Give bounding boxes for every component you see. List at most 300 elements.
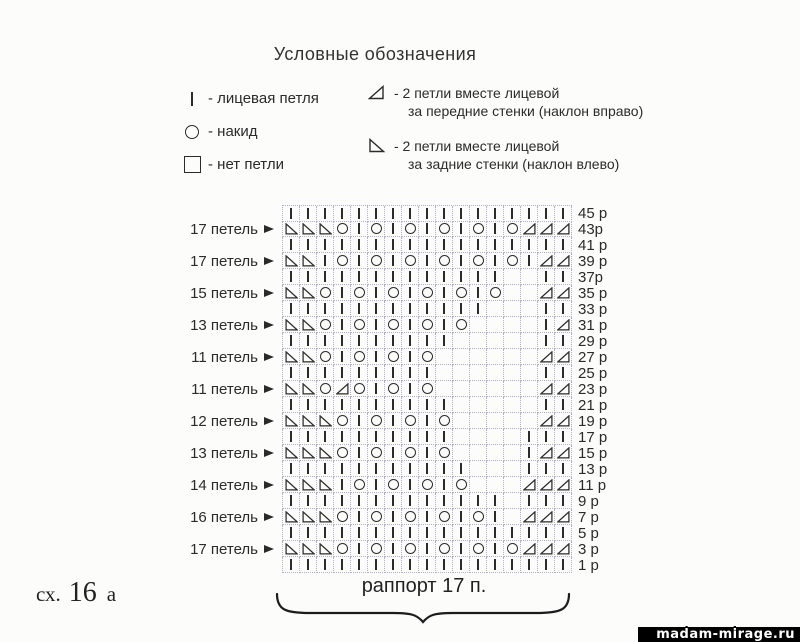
- no-stitch-cell: [436, 349, 453, 365]
- knit-stitch-cell: [317, 397, 334, 413]
- knit-stitch-symbol: [358, 527, 360, 538]
- knit-stitch-symbol: [392, 239, 394, 250]
- no-stitch-cell: [487, 461, 504, 477]
- knit-stitch-symbol: [528, 463, 530, 474]
- legend-title: Условные обозначения: [273, 44, 477, 64]
- knit-stitch-symbol: [324, 208, 326, 219]
- dec-left-symbol: [302, 415, 315, 427]
- knit-stitch-cell: [317, 461, 334, 477]
- knit-stitch-cell: [487, 253, 504, 269]
- legend-left-column: [176, 82, 319, 181]
- dec-left-symbol: [319, 447, 332, 459]
- row-number-label: 9 р: [578, 492, 599, 510]
- knit-stitch-symbol: [562, 271, 564, 282]
- knit-stitch-cell: [555, 206, 572, 222]
- chart-row-cells: [282, 237, 572, 253]
- yarn-over-cell: [436, 413, 453, 429]
- dec-right-cell: [555, 221, 572, 237]
- chart-row: [148, 237, 607, 253]
- yarn-over-symbol: [371, 511, 382, 522]
- yarn-over-symbol: [473, 543, 484, 554]
- yarn-over-cell: [334, 221, 351, 237]
- yarn-over-cell: [385, 317, 402, 333]
- legend-item-dec-left: [368, 137, 643, 173]
- knit-stitch-cell: [385, 397, 402, 413]
- no-stitch-cell: [470, 477, 487, 493]
- row-pointer-arrow-icon: [264, 545, 282, 553]
- knit-stitch-symbol: [494, 255, 496, 266]
- knit-stitch-symbol: [341, 239, 343, 250]
- row-pointer-arrow-icon: [264, 353, 282, 361]
- knit-stitch-cell: [351, 429, 368, 445]
- yarn-over-cell: [385, 285, 402, 301]
- knit-stitch-symbol: [375, 463, 377, 474]
- knit-stitch-symbol: [375, 319, 377, 330]
- knit-stitch-cell: [538, 317, 555, 333]
- legend-label: - лицевая петля: [208, 90, 319, 107]
- yarn-over-cell: [351, 285, 368, 301]
- knit-stitch-symbol: [409, 335, 411, 346]
- chart-row-cells: [282, 445, 572, 461]
- knit-stitch-cell: [419, 493, 436, 509]
- yarn-over-cell: [351, 317, 368, 333]
- knit-stitch-symbol: [409, 319, 411, 330]
- knit-stitch-symbol: [409, 399, 411, 410]
- knit-stitch-symbol: [426, 223, 428, 234]
- no-stitch-cell: [504, 349, 521, 365]
- yarn-over-cell: [436, 509, 453, 525]
- stitch-count-label: 11 петель: [191, 348, 258, 366]
- knit-stitch-cell: [436, 461, 453, 477]
- knit-stitch-symbol: [409, 303, 411, 314]
- knit-stitch-symbol: [562, 495, 564, 506]
- dec-right-symbol: [540, 351, 553, 363]
- yarn-over-cell: [368, 509, 385, 525]
- knit-stitch-symbol: [528, 431, 530, 442]
- knit-stitch-cell: [470, 269, 487, 285]
- chart-row-cells: [282, 525, 572, 541]
- yarn-over-symbol: [456, 479, 467, 490]
- yarn-over-symbol: [422, 383, 433, 394]
- knit-stitch-cell: [368, 381, 385, 397]
- knit-stitch-cell: [385, 525, 402, 541]
- knit-stitch-symbol: [477, 208, 479, 219]
- knit-stitch-cell: [521, 445, 538, 461]
- knit-stitch-cell: [487, 493, 504, 509]
- dec-right-cell: [538, 253, 555, 269]
- knit-stitch-symbol: [545, 303, 547, 314]
- dec-left-cell: [283, 221, 300, 237]
- no-stitch-cell: [521, 365, 538, 381]
- chart-row-cells: [282, 509, 572, 525]
- knit-stitch-cell: [283, 429, 300, 445]
- no-stitch-cell: [470, 333, 487, 349]
- knit-stitch-cell: [436, 429, 453, 445]
- yarn-over-symbol: [422, 351, 433, 362]
- knit-stitch-cell: [521, 525, 538, 541]
- knit-stitch-symbol: [477, 287, 479, 298]
- knit-stitch-symbol: [341, 367, 343, 378]
- knit-stitch-cell: [283, 206, 300, 222]
- knit-stitch-symbol: [358, 415, 360, 426]
- knit-stitch-cell: [385, 365, 402, 381]
- knit-stitch-cell: [402, 493, 419, 509]
- chart-row-cells: [282, 205, 572, 222]
- knit-stitch-symbol: [358, 239, 360, 250]
- no-stitch-cell: [504, 493, 521, 509]
- knit-stitch-cell: [402, 333, 419, 349]
- knit-stitch-cell: [385, 445, 402, 461]
- knit-stitch-symbol: [460, 511, 462, 522]
- knit-stitch-symbol: [426, 255, 428, 266]
- row-number-label: 3 р: [578, 540, 599, 558]
- knit-stitch-symbol: [494, 527, 496, 538]
- chart-row: [148, 557, 607, 573]
- knit-stitch-cell: [436, 317, 453, 333]
- knit-stitch-cell: [419, 206, 436, 222]
- knit-stitch-symbol: [562, 527, 564, 538]
- yarn-over-cell: [317, 349, 334, 365]
- knit-stitch-symbol: [290, 271, 292, 282]
- knit-stitch-symbol: [562, 367, 564, 378]
- knit-stitch-cell: [351, 493, 368, 509]
- knit-stitch-cell: [334, 397, 351, 413]
- no-stitch-cell: [504, 301, 521, 317]
- knit-stitch-cell: [283, 557, 300, 573]
- knit-stitch-cell: [436, 477, 453, 493]
- knit-stitch-cell: [283, 525, 300, 541]
- knit-stitch-symbol: [426, 415, 428, 426]
- row-number-label: 23 р: [578, 380, 608, 398]
- yarn-over-cell: [453, 317, 470, 333]
- row-number-label: 31 р: [578, 316, 608, 334]
- yarn-over-cell: [402, 253, 419, 269]
- knit-stitch-cell: [470, 557, 487, 573]
- stitch-count-label: 15 петель: [190, 284, 258, 302]
- knit-stitch-cell: [334, 269, 351, 285]
- dec-right-symbol: [540, 287, 553, 299]
- dec-left-symbol: [302, 543, 315, 555]
- row-pointer-arrow-icon: [264, 321, 282, 329]
- yarn-over-cell: [368, 221, 385, 237]
- knit-stitch-symbol: [375, 351, 377, 362]
- dec-left-symbol: [285, 223, 298, 235]
- knit-stitch-symbol: [392, 463, 394, 474]
- yarn-over-cell: [453, 477, 470, 493]
- chart-row: [148, 221, 607, 237]
- dec-right-cell: [555, 285, 572, 301]
- knit-stitch-cell: [385, 461, 402, 477]
- row-pointer-arrow-icon: [264, 289, 282, 297]
- knit-stitch-symbol: [392, 335, 394, 346]
- knit-stitch-cell: [300, 429, 317, 445]
- knit-stitch-symbol: [307, 303, 309, 314]
- knit-stitch-cell: [555, 429, 572, 445]
- knit-stitch-cell: [504, 557, 521, 573]
- knit-stitch-cell: [351, 333, 368, 349]
- yarn-over-symbol: [439, 447, 450, 458]
- knit-stitch-cell: [317, 206, 334, 222]
- chart-row: [148, 333, 607, 349]
- yarn-over-symbol: [337, 447, 348, 458]
- yarn-over-symbol: [354, 319, 365, 330]
- knit-stitch-cell: [334, 317, 351, 333]
- knit-stitch-symbol: [375, 271, 377, 282]
- dec-right-symbol: [557, 415, 570, 427]
- yarn-over-symbol: [388, 383, 399, 394]
- no-stitch-cell: [453, 333, 470, 349]
- no-stitch-cell: [470, 381, 487, 397]
- chart-row-cells: [282, 333, 572, 349]
- knit-stitch-symbol: [426, 559, 428, 570]
- yarn-over-symbol: [507, 223, 518, 234]
- legend-label: - нет петли: [208, 156, 284, 173]
- knit-stitch-symbol: [358, 559, 360, 570]
- knit-stitch-cell: [368, 477, 385, 493]
- yarn-over-symbol: [371, 415, 382, 426]
- dec-right-symbol: [336, 383, 349, 395]
- yarn-over-symbol: [422, 479, 433, 490]
- knit-stitch-cell: [351, 541, 368, 557]
- dec-left-symbol: [302, 319, 315, 331]
- rapport-brace: [274, 592, 572, 624]
- knit-stitch-cell: [334, 285, 351, 301]
- knit-stitch-symbol: [392, 527, 394, 538]
- chart-row-cells: [282, 413, 572, 429]
- yarn-over-symbol: [337, 223, 348, 234]
- knit-stitch-symbol: [511, 527, 513, 538]
- knit-stitch-cell: [368, 285, 385, 301]
- yarn-over-symbol: [371, 255, 382, 266]
- knit-stitch-cell: [419, 445, 436, 461]
- knit-stitch-cell: [368, 317, 385, 333]
- yarn-over-symbol: [354, 479, 365, 490]
- knit-stitch-symbol: [443, 303, 445, 314]
- row-number-label: 15 р: [578, 444, 608, 462]
- knit-stitch-symbol: [511, 559, 513, 570]
- knit-stitch-cell: [334, 477, 351, 493]
- dec-left-symbol: [285, 383, 298, 395]
- knit-stitch-cell: [351, 269, 368, 285]
- dec-right-symbol: [540, 447, 553, 459]
- knit-stitch-symbol: [426, 463, 428, 474]
- knit-stitch-symbol: [494, 495, 496, 506]
- knit-stitch-cell: [368, 461, 385, 477]
- knit-stitch-symbol: [545, 335, 547, 346]
- yarn-over-symbol: [405, 447, 416, 458]
- no-stitch-cell: [453, 429, 470, 445]
- chart-row-cells: [282, 221, 572, 237]
- yarn-over-symbol: [490, 287, 501, 298]
- knit-stitch-cell: [419, 237, 436, 253]
- chart-row: [148, 381, 607, 397]
- knit-stitch-symbol: [341, 271, 343, 282]
- dec-right-symbol: [540, 479, 553, 491]
- knit-stitch-symbol: [460, 463, 462, 474]
- knit-stitch-cell: [504, 206, 521, 222]
- knit-stitch-symbol: [307, 367, 309, 378]
- knit-stitch-cell: [555, 365, 572, 381]
- knit-stitch-symbol: [494, 223, 496, 234]
- row-number-label: 13 р: [578, 460, 608, 478]
- knit-stitch-cell: [402, 317, 419, 333]
- knit-stitch-cell: [419, 461, 436, 477]
- yarn-over-cell: [419, 285, 436, 301]
- no-stitch-cell: [453, 445, 470, 461]
- knit-stitch-symbol: [375, 495, 377, 506]
- no-stitch-cell: [521, 333, 538, 349]
- dec-left-cell: [283, 349, 300, 365]
- knit-stitch-cell: [453, 541, 470, 557]
- knit-stitch-cell: [521, 557, 538, 573]
- chart-row-cells: [282, 557, 572, 573]
- knit-stitch-cell: [538, 269, 555, 285]
- knit-stitch-cell: [385, 221, 402, 237]
- knit-stitch-cell: [300, 333, 317, 349]
- yarn-over-symbol: [388, 287, 399, 298]
- chart-grid: [148, 205, 607, 573]
- knit-stitch-symbol: [426, 399, 428, 410]
- knit-stitch-cell: [470, 301, 487, 317]
- knit-stitch-cell: [487, 269, 504, 285]
- knit-stitch-symbol: [324, 463, 326, 474]
- knit-stitch-cell: [368, 349, 385, 365]
- knit-stitch-cell: [402, 237, 419, 253]
- schema-caption: [36, 577, 116, 609]
- knit-stitch-symbol: [341, 527, 343, 538]
- knit-stitch-cell: [402, 557, 419, 573]
- knit-stitch-symbol: [375, 287, 377, 298]
- knit-stitch-symbol: [358, 463, 360, 474]
- chart-row: [148, 285, 607, 301]
- dec-left-cell: [283, 317, 300, 333]
- knit-stitch-cell: [283, 333, 300, 349]
- chart-row: [148, 461, 607, 477]
- knit-stitch-cell: [351, 397, 368, 413]
- knit-stitch-symbol: [324, 239, 326, 250]
- dec-left-symbol: [302, 383, 315, 395]
- knit-stitch-cell: [538, 461, 555, 477]
- yarn-over-cell: [317, 381, 334, 397]
- knit-stitch-symbol: [562, 239, 564, 250]
- stitch-count-label: 17 петель: [190, 252, 258, 270]
- yarn-over-cell: [419, 477, 436, 493]
- dec-right-cell: [555, 253, 572, 269]
- knit-stitch-cell: [419, 557, 436, 573]
- dec-left-cell: [300, 445, 317, 461]
- chart-row: [148, 541, 607, 557]
- row-number-label: 39 р: [578, 252, 608, 270]
- knit-stitch-symbol: [358, 495, 360, 506]
- dec-right-cell: [538, 477, 555, 493]
- knit-stitch-cell: [436, 493, 453, 509]
- dec-right-cell: [538, 221, 555, 237]
- knit-stitch-symbol: [494, 208, 496, 219]
- no-stitch-cell: [521, 317, 538, 333]
- knit-stitch-cell: [368, 365, 385, 381]
- knit-stitch-symbol: [307, 559, 309, 570]
- yarn-over-cell: [334, 541, 351, 557]
- knit-stitch-cell: [555, 493, 572, 509]
- stitch-count-label: 13 петель: [190, 444, 258, 462]
- knit-stitch-cell: [283, 237, 300, 253]
- no-stitch-cell: [487, 317, 504, 333]
- dec-left-symbol: [319, 479, 332, 491]
- yarn-over-symbol: [320, 383, 331, 394]
- dec-left-cell: [300, 477, 317, 493]
- no-stitch-cell: [521, 301, 538, 317]
- knit-stitch-cell: [351, 461, 368, 477]
- knit-stitch-symbol: [290, 463, 292, 474]
- yarn-over-cell: [317, 285, 334, 301]
- knit-stitch-symbol: [443, 208, 445, 219]
- knit-stitch-symbol: [426, 543, 428, 554]
- knit-stitch-symbol: [375, 399, 377, 410]
- dec-right-cell: [521, 477, 538, 493]
- knit-stitch-symbol: [375, 383, 377, 394]
- knit-stitch-symbol: [545, 208, 547, 219]
- dec-right-symbol: [557, 287, 570, 299]
- yarn-over-cell: [351, 477, 368, 493]
- no-stitch-cell: [504, 429, 521, 445]
- chart-row-cells: [282, 285, 572, 301]
- row-number-label: 37р: [578, 268, 604, 286]
- knit-stitch-symbol: [460, 527, 462, 538]
- knit-stitch-cell: [402, 285, 419, 301]
- knit-stitch-symbol: [528, 495, 530, 506]
- knit-stitch-symbol: [426, 495, 428, 506]
- knit-stitch-cell: [368, 397, 385, 413]
- no-stitch-cell: [436, 365, 453, 381]
- chart-row: [148, 413, 607, 429]
- yarn-over-symbol: [405, 415, 416, 426]
- knit-stitch-cell: [436, 557, 453, 573]
- chart-row-cells: [282, 381, 572, 397]
- no-stitch-cell: [504, 445, 521, 461]
- knit-stitch-symbol: [392, 431, 394, 442]
- no-stitch-cell: [470, 429, 487, 445]
- dec-left-symbol: [319, 511, 332, 523]
- knit-stitch-cell: [555, 461, 572, 477]
- row-pointer-arrow-icon: [264, 449, 282, 457]
- knit-stitch-symbol: [477, 239, 479, 250]
- knit-stitch-cell: [300, 301, 317, 317]
- dec-left-icon: [368, 137, 394, 173]
- knit-stitch-cell: [334, 349, 351, 365]
- knit-stitch-cell: [487, 206, 504, 222]
- knit-stitch-cell: [300, 397, 317, 413]
- knit-stitch-cell: [402, 206, 419, 222]
- yarn-over-symbol: [405, 255, 416, 266]
- dec-left-cell: [300, 349, 317, 365]
- knit-stitch-cell: [368, 525, 385, 541]
- no-stitch-cell: [487, 365, 504, 381]
- dec-right-symbol: [557, 351, 570, 363]
- knit-stitch-symbol: [443, 495, 445, 506]
- knit-stitch-cell: [419, 333, 436, 349]
- knit-stitch-cell: [300, 206, 317, 222]
- knit-stitch-cell: [487, 509, 504, 525]
- dec-right-symbol: [557, 255, 570, 267]
- knit-stitch-cell: [538, 301, 555, 317]
- row-number-label: 19 р: [578, 412, 608, 430]
- yarn-over-cell: [504, 253, 521, 269]
- knit-stitch-symbol: [443, 335, 445, 346]
- knit-stitch-symbol: [528, 255, 530, 266]
- knit-stitch-symbol: [409, 527, 411, 538]
- dec-right-cell: [555, 381, 572, 397]
- knit-stitch-symbol: [528, 208, 530, 219]
